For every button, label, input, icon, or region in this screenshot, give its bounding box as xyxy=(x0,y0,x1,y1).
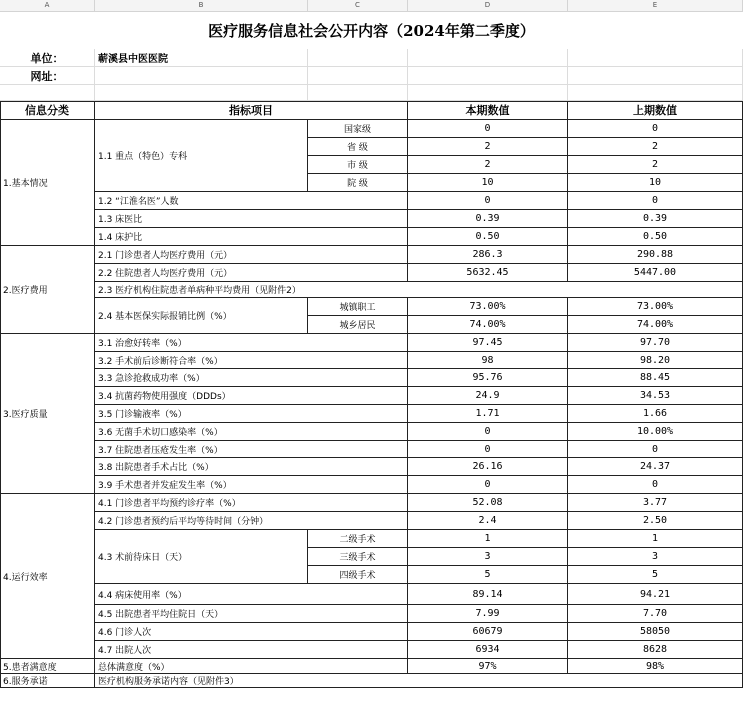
previous-value[interactable]: 3 xyxy=(568,548,743,566)
current-value[interactable]: 0 xyxy=(408,120,568,138)
empty-cell[interactable] xyxy=(568,67,743,85)
header-indicator[interactable]: 指标项目 xyxy=(95,101,408,120)
current-value[interactable]: 74.00% xyxy=(408,316,568,334)
section-basic-info[interactable]: 1.基本情况 xyxy=(0,120,95,246)
current-value[interactable]: 0 xyxy=(408,192,568,210)
previous-value[interactable]: 98.20 xyxy=(568,352,743,369)
previous-value[interactable]: 10 xyxy=(568,174,743,192)
current-value[interactable]: 0.39 xyxy=(408,210,568,228)
current-value[interactable]: 5632.45 xyxy=(408,264,568,282)
indicator-label[interactable]: 4.4 病床使用率（%） xyxy=(95,584,408,605)
indicator-label[interactable]: 2.2 住院患者人均医疗费用（元） xyxy=(95,264,408,282)
section-operational-efficiency[interactable]: 4.运行效率 xyxy=(0,494,95,659)
indicator-label[interactable]: 1.4 床护比 xyxy=(95,228,408,246)
current-value[interactable]: 7.99 xyxy=(408,605,568,623)
indicator-label[interactable]: 1.1 重点（特色）专科 xyxy=(95,120,308,192)
previous-value[interactable]: 88.45 xyxy=(568,369,743,387)
current-value[interactable]: 5 xyxy=(408,566,568,584)
previous-value[interactable]: 2 xyxy=(568,156,743,174)
current-value[interactable]: 98 xyxy=(408,352,568,369)
sub-indicator[interactable]: 城镇职工 xyxy=(308,298,408,316)
previous-value[interactable]: 10.00% xyxy=(568,423,743,441)
previous-value[interactable]: 58050 xyxy=(568,623,743,641)
indicator-label[interactable]: 3.5 门诊输液率（%） xyxy=(95,405,408,423)
current-value[interactable]: 3 xyxy=(408,548,568,566)
empty-cell[interactable] xyxy=(308,67,408,85)
previous-value[interactable]: 5 xyxy=(568,566,743,584)
header-previous[interactable]: 上期数值 xyxy=(568,101,743,120)
previous-value[interactable]: 97.70 xyxy=(568,334,743,352)
empty-cell[interactable] xyxy=(308,49,408,67)
empty-cell[interactable] xyxy=(308,85,408,101)
current-value[interactable]: 0.50 xyxy=(408,228,568,246)
previous-value[interactable]: 5447.00 xyxy=(568,264,743,282)
previous-value[interactable]: 0 xyxy=(568,120,743,138)
previous-value[interactable]: 290.88 xyxy=(568,246,743,264)
sub-indicator[interactable]: 城乡居民 xyxy=(308,316,408,334)
sub-indicator[interactable]: 市 级 xyxy=(308,156,408,174)
current-value[interactable]: 97.45 xyxy=(408,334,568,352)
sub-indicator[interactable]: 四级手术 xyxy=(308,566,408,584)
previous-value[interactable]: 74.00% xyxy=(568,316,743,334)
unit-label[interactable]: 单位： xyxy=(0,49,95,67)
page-title[interactable]: 医疗服务信息社会公开内容（2024年第二季度） xyxy=(208,21,535,40)
sub-indicator[interactable]: 二级手术 xyxy=(308,530,408,548)
indicator-label[interactable]: 4.6 门诊人次 xyxy=(95,623,408,641)
current-value[interactable]: 1 xyxy=(408,530,568,548)
section-service-commitment[interactable]: 6.服务承诺 xyxy=(0,674,95,688)
previous-value[interactable]: 2 xyxy=(568,138,743,156)
previous-value[interactable]: 1 xyxy=(568,530,743,548)
url-value[interactable] xyxy=(95,67,308,85)
previous-value[interactable]: 1.66 xyxy=(568,405,743,423)
previous-value[interactable]: 0 xyxy=(568,192,743,210)
current-value[interactable]: 95.76 xyxy=(408,369,568,387)
current-value[interactable]: 97% xyxy=(408,659,568,674)
current-value[interactable]: 0 xyxy=(408,423,568,441)
current-value[interactable]: 24.9 xyxy=(408,387,568,405)
column-header-d[interactable]: D xyxy=(408,0,568,11)
column-header-b[interactable]: B xyxy=(95,0,308,11)
sub-indicator[interactable]: 国家级 xyxy=(308,120,408,138)
unit-value[interactable]: 蕲溪县中医医院 xyxy=(95,49,308,67)
empty-cell[interactable] xyxy=(408,85,568,101)
indicator-label[interactable]: 4.1 门诊患者平均预约诊疗率（%） xyxy=(95,494,408,512)
indicator-label[interactable]: 4.2 门诊患者预约后平均等待时间（分钟） xyxy=(95,512,408,530)
empty-cell[interactable] xyxy=(568,49,743,67)
current-value[interactable]: 0 xyxy=(408,441,568,458)
header-category[interactable]: 信息分类 xyxy=(0,101,95,120)
indicator-label[interactable]: 1.2 “江淮名医”人数 xyxy=(95,192,408,210)
url-label[interactable]: 网址： xyxy=(0,67,95,85)
current-value[interactable]: 26.16 xyxy=(408,458,568,476)
previous-value[interactable]: 8628 xyxy=(568,641,743,659)
previous-value[interactable]: 34.53 xyxy=(568,387,743,405)
indicator-label[interactable]: 3.3 急诊抢救成功率（%） xyxy=(95,369,408,387)
previous-value[interactable]: 7.70 xyxy=(568,605,743,623)
previous-value[interactable]: 2.50 xyxy=(568,512,743,530)
indicator-label[interactable]: 3.7 住院患者压疮发生率（%） xyxy=(95,441,408,458)
empty-cell[interactable] xyxy=(95,85,308,101)
previous-value[interactable]: 24.37 xyxy=(568,458,743,476)
previous-value[interactable]: 73.00% xyxy=(568,298,743,316)
indicator-label[interactable]: 3.9 手术患者并发症发生率（%） xyxy=(95,476,408,494)
header-current[interactable]: 本期数值 xyxy=(408,101,568,120)
column-header-a[interactable]: A xyxy=(0,0,95,11)
previous-value[interactable]: 0.39 xyxy=(568,210,743,228)
current-value[interactable]: 2.4 xyxy=(408,512,568,530)
empty-cell[interactable] xyxy=(408,67,568,85)
column-header-c[interactable]: C xyxy=(308,0,408,11)
section-medical-quality[interactable]: 3.医疗质量 xyxy=(0,334,95,494)
previous-value[interactable]: 98% xyxy=(568,659,743,674)
indicator-label[interactable]: 4.7 出院人次 xyxy=(95,641,408,659)
current-value[interactable]: 1.71 xyxy=(408,405,568,423)
previous-value[interactable]: 94.21 xyxy=(568,584,743,605)
indicator-label[interactable]: 3.1 治愈好转率（%） xyxy=(95,334,408,352)
indicator-label[interactable]: 医疗机构服务承诺内容（见附件3） xyxy=(95,674,743,688)
indicator-label[interactable]: 2.3 医疗机构住院患者单病种平均费用（见附件2） xyxy=(95,282,743,298)
current-value[interactable]: 2 xyxy=(408,138,568,156)
indicator-label[interactable]: 3.8 出院患者手术占比（%） xyxy=(95,458,408,476)
current-value[interactable]: 60679 xyxy=(408,623,568,641)
current-value[interactable]: 2 xyxy=(408,156,568,174)
column-header-e[interactable]: E xyxy=(568,0,743,11)
current-value[interactable]: 73.00% xyxy=(408,298,568,316)
indicator-label[interactable]: 2.1 门诊患者人均医疗费用（元） xyxy=(95,246,408,264)
current-value[interactable]: 286.3 xyxy=(408,246,568,264)
empty-cell[interactable] xyxy=(408,49,568,67)
previous-value[interactable]: 0 xyxy=(568,441,743,458)
section-medical-costs[interactable]: 2.医疗费用 xyxy=(0,246,95,334)
previous-value[interactable]: 0 xyxy=(568,476,743,494)
indicator-label[interactable]: 4.3 术前待床日（天） xyxy=(95,530,308,584)
current-value[interactable]: 89.14 xyxy=(408,584,568,605)
indicator-label[interactable]: 4.5 出院患者平均住院日（天） xyxy=(95,605,408,623)
indicator-label[interactable]: 1.3 床医比 xyxy=(95,210,408,228)
current-value[interactable]: 52.08 xyxy=(408,494,568,512)
indicator-label[interactable]: 2.4 基本医保实际报销比例（%） xyxy=(95,298,308,334)
indicator-label[interactable]: 3.4 抗菌药物使用强度（DDDs） xyxy=(95,387,408,405)
empty-cell[interactable] xyxy=(0,85,95,101)
section-patient-satisfaction[interactable]: 5.患者满意度 xyxy=(0,659,95,674)
sub-indicator[interactable]: 院 级 xyxy=(308,174,408,192)
indicator-label[interactable]: 总体满意度（%） xyxy=(95,659,408,674)
sub-indicator[interactable]: 省 级 xyxy=(308,138,408,156)
sub-indicator[interactable]: 三级手术 xyxy=(308,548,408,566)
current-value[interactable]: 0 xyxy=(408,476,568,494)
previous-value[interactable]: 3.77 xyxy=(568,494,743,512)
indicator-label[interactable]: 3.2 手术前后诊断符合率（%） xyxy=(95,352,408,369)
current-value[interactable]: 10 xyxy=(408,174,568,192)
indicator-label[interactable]: 3.6 无菌手术切口感染率（%） xyxy=(95,423,408,441)
previous-value[interactable]: 0.50 xyxy=(568,228,743,246)
current-value[interactable]: 6934 xyxy=(408,641,568,659)
empty-cell[interactable] xyxy=(568,85,743,101)
